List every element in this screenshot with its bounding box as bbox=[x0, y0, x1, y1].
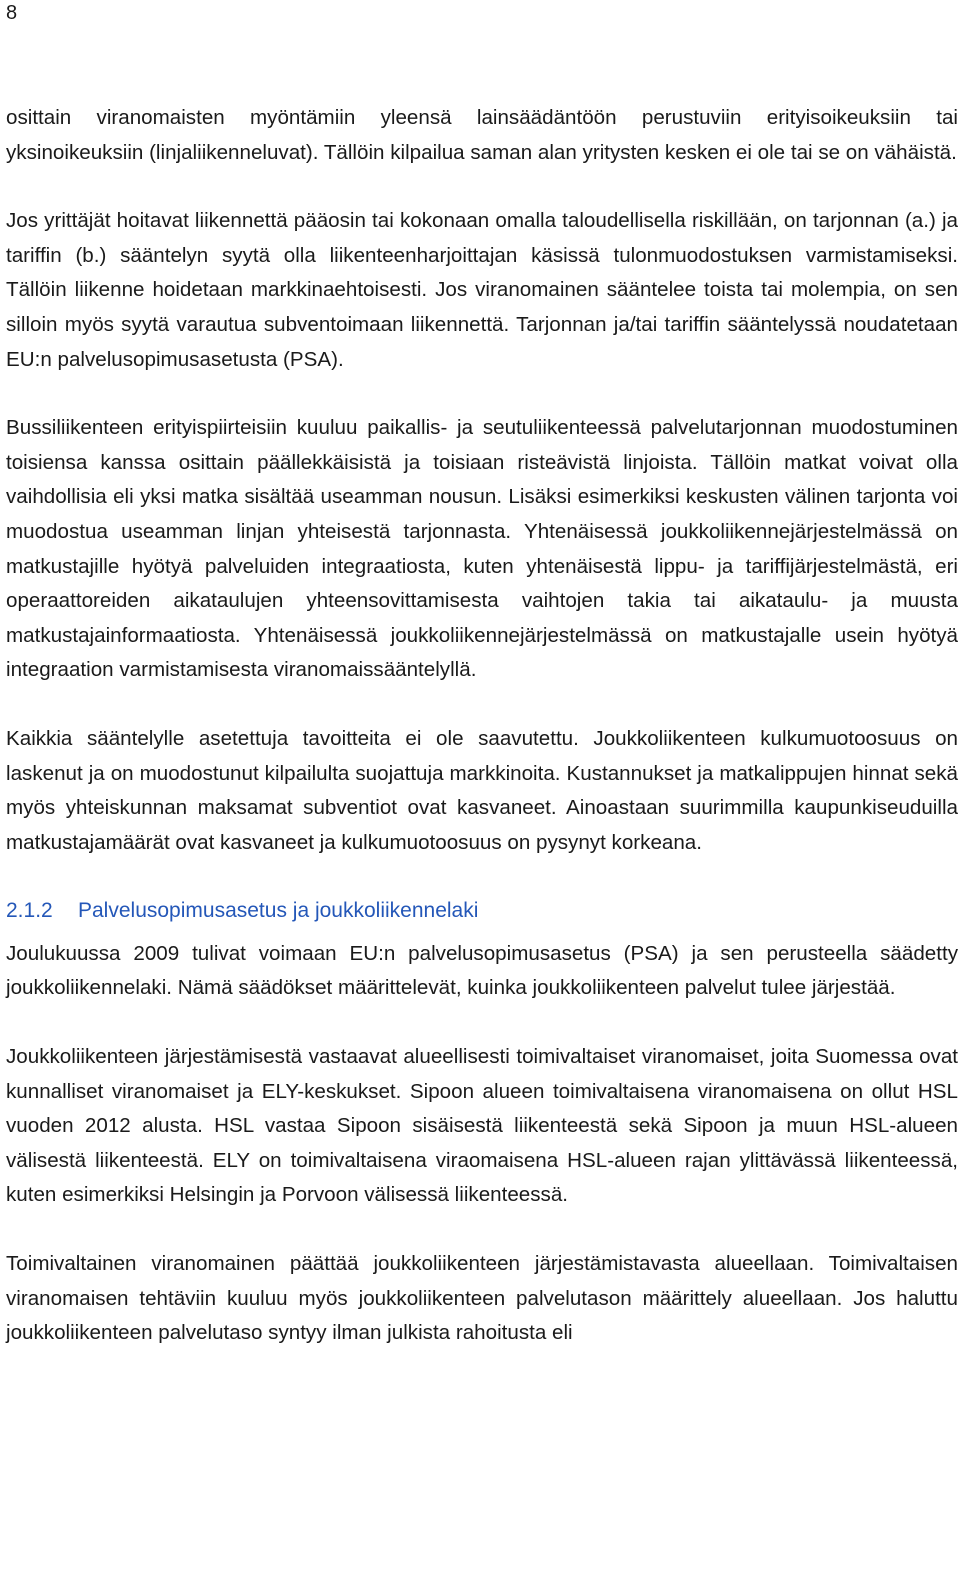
paragraph-spacer bbox=[6, 377, 958, 411]
paragraph-spacer bbox=[6, 688, 958, 722]
paragraph-spacer bbox=[6, 1006, 958, 1040]
paragraph-4: Kaikkia sääntelylle asetettuja tavoitteita ei ole saavutettu. Joukkoliikenteen kulkumuotoosuus on laskenut ja on muodostunut kilpailulta suojattuja markkinoita. Kustannukset ja matkalippujen hinnat sekä myös yhteiskunnan maksamat subventiot ovat kasvaneet. Ainoastaan suurimmilla kaupunkiseuduilla matkustajamäärät ovat kasvaneet ja kulkumuotoosuus on pysynyt korkeana. bbox=[6, 726, 958, 854]
section-title: Palvelusopimusasetus ja joukkoliikennelaki bbox=[78, 899, 479, 923]
paragraph-1: osittain viranomaisten myöntämiin yleensä lainsäädäntöön perustuviin erityisoikeuksiin tai yksinoikeuksiin (linjaliikenneluvat). Tällöin kilpailua saman alan yritysten kesken ei ole tai se on vähäistä. bbox=[6, 106, 958, 164]
paragraph-spacer bbox=[6, 860, 958, 894]
page-number: 8 bbox=[6, 2, 18, 24]
paragraph-3: Bussiliikenteen erityispiirteisiin kuuluu paikallis- ja seutuliikenteessä palvelutarjonnan muodostuminen toisiensa kanssa osittain päällekkäisistä ja toisiaan risteävistä linjoista. Tällöin matkat voivat olla vaihdollisia eli yksi matka sisältää useamman nousun. Lisäksi esimerkiksi keskusten välinen tarjonta voi muodostua useamman linjan yhteisestä tarjonnasta. Yhtenäisessä joukkoliikennejärjestelmässä on matkustajille hyötyä palveluiden integraatiosta, kuten yhtenäisestä lippu- ja tariffijärjestelmästä, eri operaattoreiden aikataulujen yhteensovittamisesta vaihtojen takia tai aikataulu- ja muusta matkustajainformaatiosta. Yhtenäisessä joukkoliikennejärjestelmässä on matkustajalle usein hyötyä integraation varmistamisesta viranomaissääntelyllä. bbox=[6, 416, 958, 682]
heading-spacer bbox=[6, 929, 958, 937]
section-number: 2.1.2 bbox=[6, 899, 53, 923]
paragraph-spacer bbox=[6, 170, 958, 204]
document-body bbox=[6, 101, 958, 1351]
section-paragraph-1: Joulukuussa 2009 tulivat voimaan EU:n palvelusopimusasetus (PSA) ja sen perusteella säädetty joukkoliikennelaki. Nämä säädökset määrittelevät, kuinka joukkoliikenteen palvelut tulee järjestää. bbox=[6, 941, 958, 1000]
paragraph-spacer bbox=[6, 1213, 958, 1247]
section-paragraph-2: Joukkoliikenteen järjestämisestä vastaavat alueellisesti toimivaltaiset viranomaiset, joita Suomessa ovat kunnalliset viranomaiset ja ELY-keskukset. Sipoon alueen toimivaltaisena viranomaisena on ollut HSL vuoden 2012 alusta. HSL vastaa Sipoon sisäisestä liikenteestä sekä Sipoon ja muun HSL-alueen välisestä liikenteestä. ELY on toimivaltaisena viraomaisena HSL-alueen rajan ylittävässä liikenteessä, kuten esimerkiksi Helsingin ja Porvoon välisessä liikenteessä. bbox=[6, 1045, 958, 1207]
section-heading bbox=[6, 894, 958, 929]
paragraph-2: Jos yrittäjät hoitavat liikennettä pääosin tai kokonaan omalla taloudellisella riskillään, on tarjonnan (a.) ja tariffin (b.) sääntelyn syytä olla liikenteenharjoittajan käsissä tulonmuodostuksen varmistamiseksi. Tällöin liikenne hoidetaan markkinaehtoisesti. Jos viranomainen sääntelee toista tai molempia, on sen silloin myös syytä varautua subventoimaan liikennettä. Tarjonnan ja/tai tariffin sääntelyssä noudatetaan EU:n palvelusopimusasetusta (PSA). bbox=[6, 209, 958, 371]
section-paragraph-3: Toimivaltainen viranomainen päättää joukkoliikenteen järjestämistavasta alueellaan. Toimivaltaisen viranomaisen tehtäviin kuuluu myös joukkoliikenteen palvelutason määrittely alueellaan. Jos haluttu joukkoliikenteen palvelutaso syntyy ilman julkista rahoitusta eli bbox=[6, 1252, 958, 1345]
